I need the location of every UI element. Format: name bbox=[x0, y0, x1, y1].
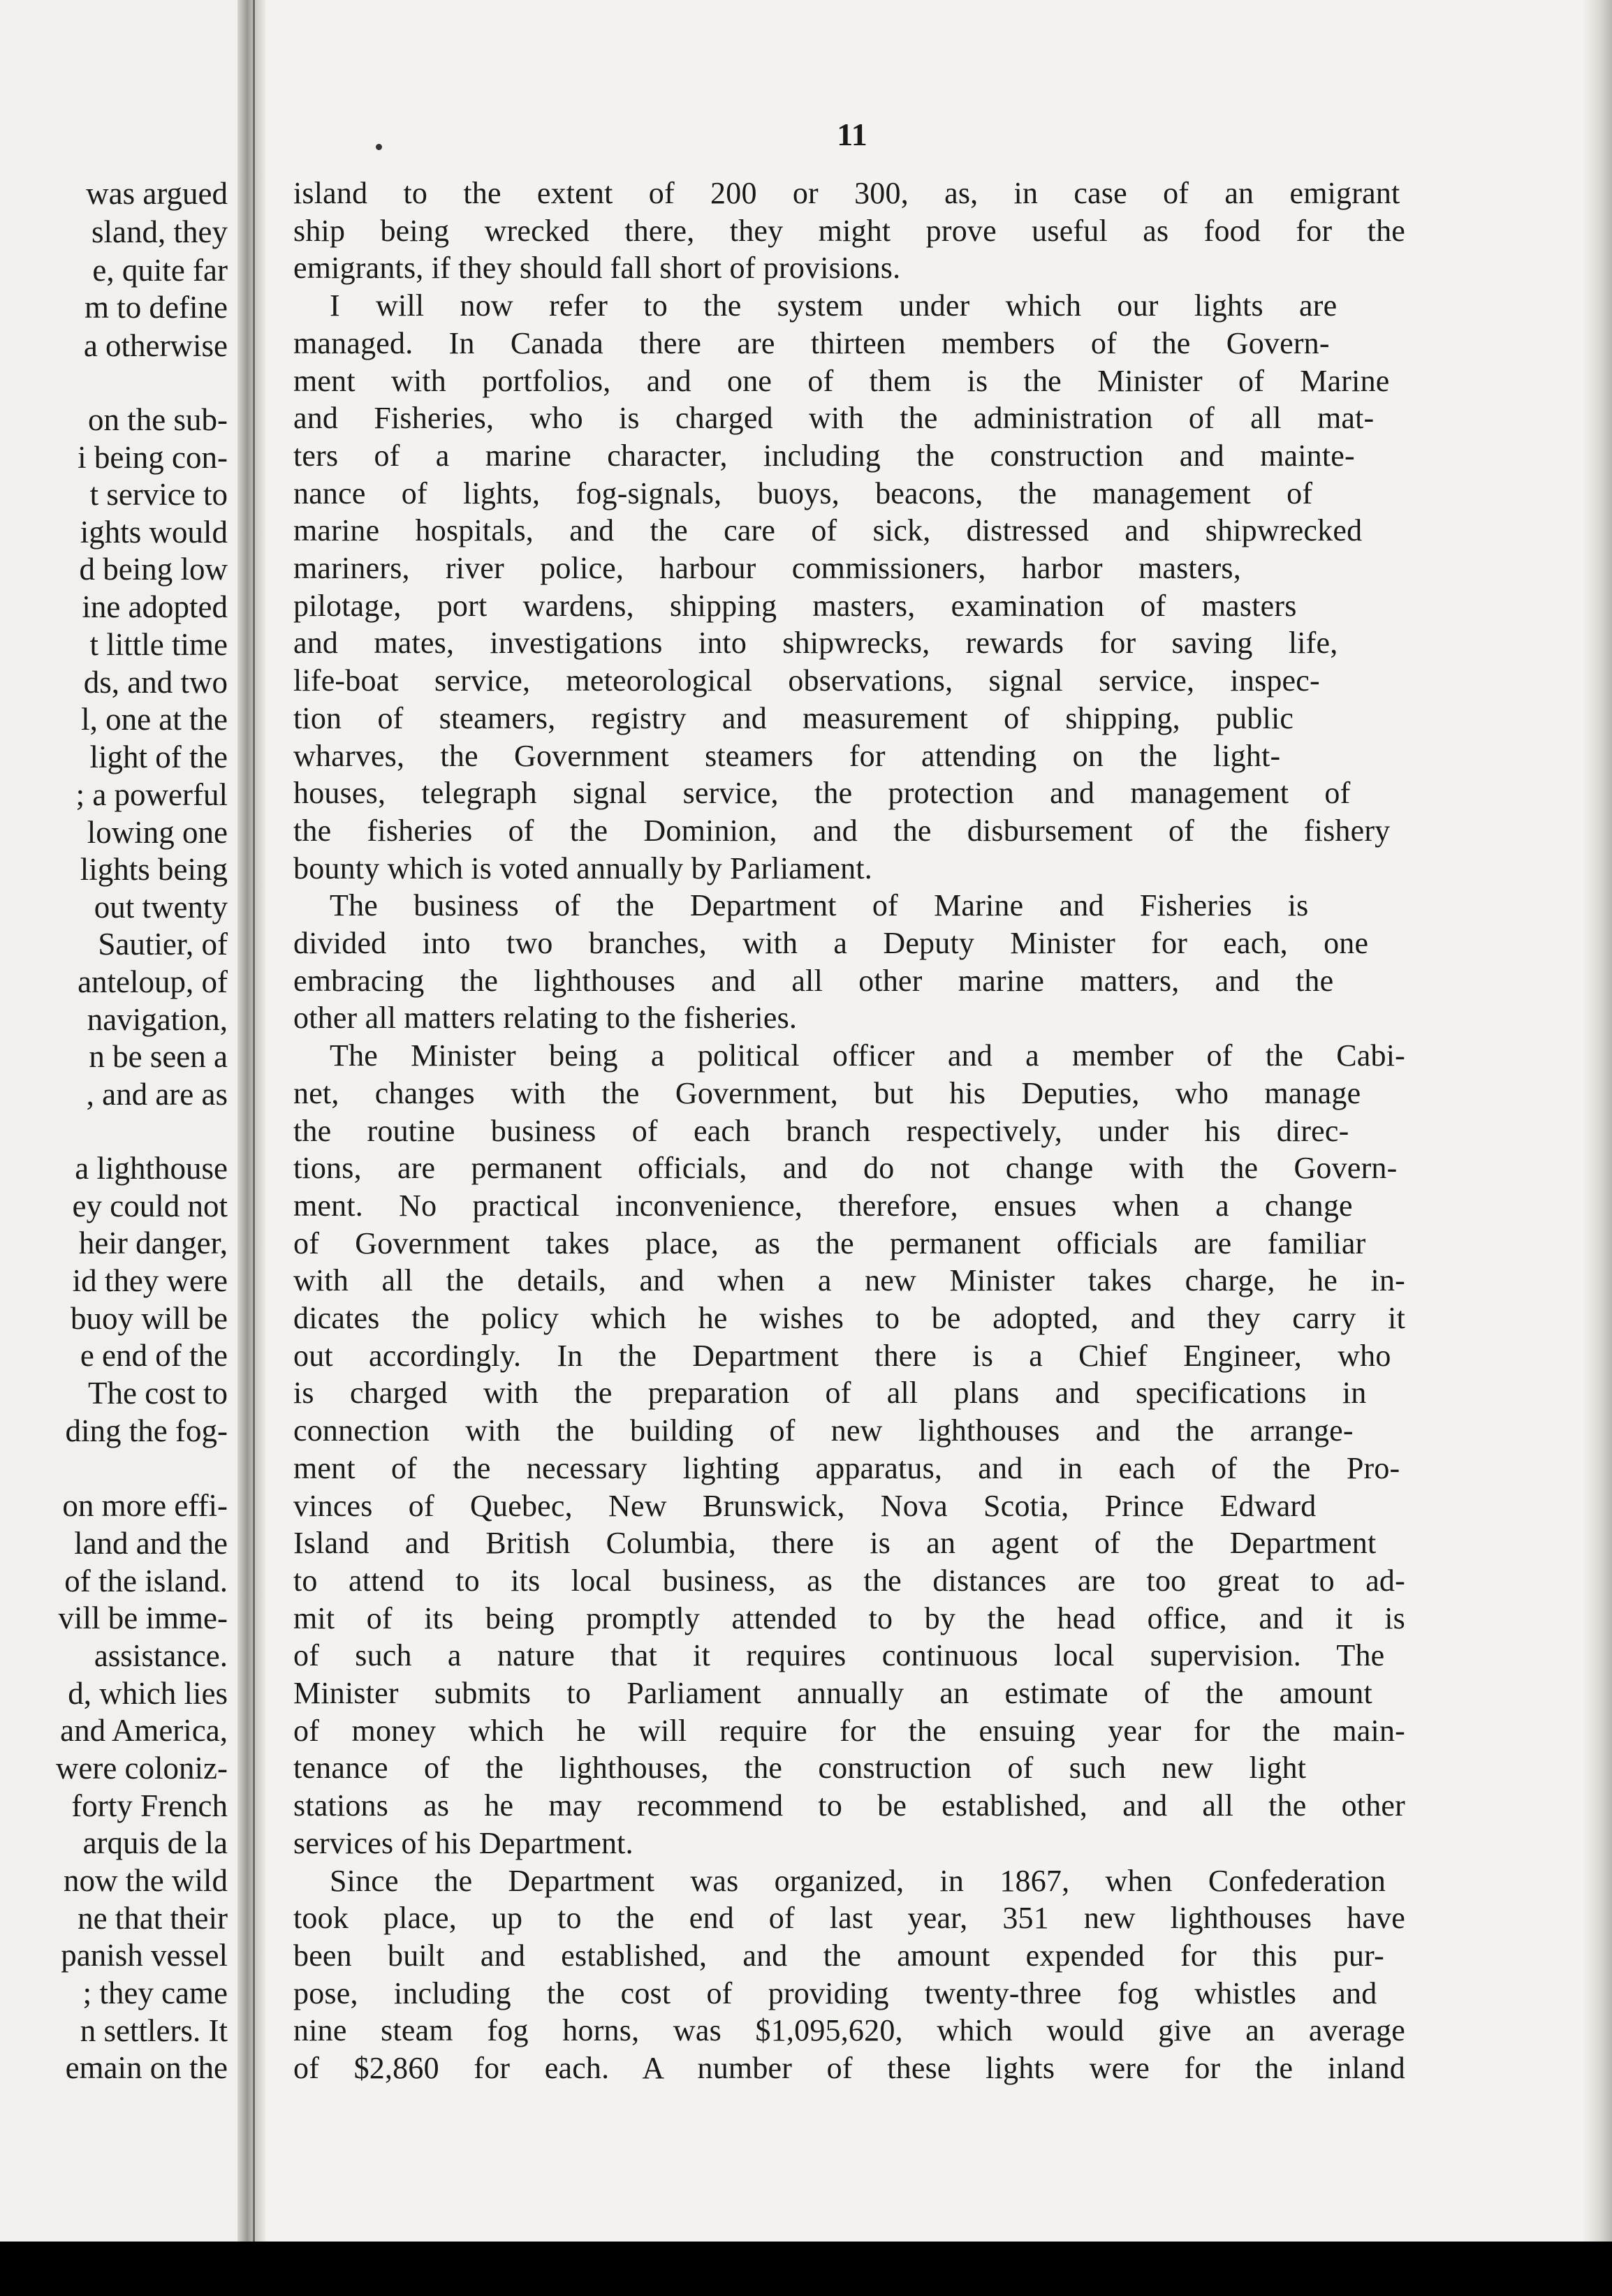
body-line: bounty which is voted annually by Parliament. bbox=[293, 851, 872, 885]
left-page-line: n be seen a bbox=[89, 1039, 228, 1074]
body-line: embracing the lighthouses and all other marine matters, and the bbox=[293, 963, 1334, 998]
left-page-line: navigation, bbox=[87, 1002, 228, 1037]
left-page-line: n settlers. It bbox=[80, 2013, 228, 2048]
left-page-line: vill be imme- bbox=[58, 1600, 228, 1635]
body-line: the routine business of each branch respectively, under his direc- bbox=[293, 1113, 1349, 1148]
left-page-line: sland, they bbox=[91, 214, 228, 249]
body-line: divided into two branches, with a Deputy Minister for each, one bbox=[293, 926, 1369, 960]
body-line: tions, are permanent officials, and do not change with the Govern- bbox=[293, 1151, 1398, 1186]
body-line: of such a nature that it requires continuous local supervision. The bbox=[293, 1638, 1385, 1673]
left-page-line: i being con- bbox=[78, 440, 228, 475]
left-page-line: and America, bbox=[60, 1713, 228, 1748]
left-page-line: on the sub- bbox=[88, 402, 228, 437]
body-line: connection with the building of new lighthouses and the arrange- bbox=[293, 1413, 1354, 1448]
body-line: The business of the Department of Marine and Fisheries is bbox=[330, 888, 1309, 923]
left-page-line: arquis de la bbox=[82, 1825, 228, 1860]
body-line: tenance of the lighthouses, the construction of such new light bbox=[293, 1751, 1307, 1786]
body-line: pilotage, port wardens, shipping masters, examination of masters bbox=[293, 588, 1297, 623]
body-line: marine hospitals, and the care of sick, distressed and shipwrecked bbox=[293, 513, 1363, 548]
left-page-line: The cost to bbox=[88, 1376, 228, 1411]
body-line: mariners, river police, harbour commissioners, harbor masters, bbox=[293, 551, 1241, 585]
body-line: of Government takes place, as the permanent officials are familiar bbox=[293, 1226, 1366, 1260]
body-line: I will now refer to the system under which our lights are bbox=[330, 288, 1338, 323]
body-line: mit of its being promptly attended to by the head office, and it is bbox=[293, 1600, 1405, 1635]
body-line: ment. No practical inconvenience, therefore, ensues when a change bbox=[293, 1188, 1353, 1223]
left-page-line: emain on the bbox=[65, 2050, 228, 2085]
left-page-line: anteloup, of bbox=[78, 964, 228, 999]
left-page-line: ne that their bbox=[78, 1901, 228, 1936]
left-page-line: lowing one bbox=[87, 815, 228, 850]
body-line: out accordingly. In the Department there is a Chief Engineer, who bbox=[293, 1338, 1391, 1373]
body-line: tion of steamers, registry and measurement of shipping, public bbox=[293, 700, 1294, 735]
body-line: managed. In Canada there are thirteen members of the Govern- bbox=[293, 325, 1330, 360]
body-line: services of his Department. bbox=[293, 1825, 633, 1860]
body-line: vinces of Quebec, New Brunswick, Nova Scotia, Prince Edward bbox=[293, 1488, 1317, 1523]
body-line: is charged with the preparation of all plans and specifications in bbox=[293, 1376, 1367, 1411]
left-page-line: was argued bbox=[86, 176, 228, 211]
left-page-line: were coloniz- bbox=[55, 1751, 228, 1786]
left-page-line: d, which lies bbox=[68, 1676, 228, 1711]
body-line: of money which he will require for the ensuing year for the main- bbox=[293, 1713, 1405, 1748]
body-line: Since the Department was organized, in 1867, when Confederation bbox=[330, 1863, 1386, 1898]
body-line: took place, up to the end of last year, 351 new lighthouses have bbox=[293, 1901, 1405, 1936]
left-page-line: panish vessel bbox=[61, 1938, 228, 1973]
body-line: stations as he may recommend to be established, and all the other bbox=[293, 1788, 1405, 1823]
left-page-line: land and the bbox=[74, 1526, 228, 1561]
body-line: The Minister being a political officer and a member of the Cabi- bbox=[330, 1038, 1405, 1073]
left-page-line: ds, and two bbox=[83, 665, 228, 700]
body-line: ment of the necessary lighting apparatus, and in each of the Pro- bbox=[293, 1450, 1400, 1485]
body-line: with all the details, and when a new Minister takes charge, he in- bbox=[293, 1263, 1405, 1298]
left-page-line: light of the bbox=[89, 739, 228, 774]
body-line: wharves, the Government steamers for attending on the light- bbox=[293, 738, 1281, 773]
body-line: emigrants, if they should fall short of provisions. bbox=[293, 251, 901, 286]
left-page-line: forty French bbox=[71, 1788, 228, 1823]
left-page-line: on more effi- bbox=[62, 1488, 228, 1523]
left-page-line: l, one at the bbox=[81, 702, 228, 737]
body-line: nine steam fog horns, was $1,095,620, which would give an average bbox=[293, 2013, 1405, 2048]
body-line: ters of a marine character, including the construction and mainte- bbox=[293, 438, 1355, 473]
left-page-line: ine adopted bbox=[82, 589, 228, 624]
left-page-line: a lighthouse bbox=[75, 1151, 228, 1186]
left-page-line: t service to bbox=[89, 477, 228, 512]
left-page-line: assistance. bbox=[94, 1638, 228, 1673]
left-page-line: ding the fog- bbox=[65, 1413, 228, 1448]
body-line: other all matters relating to the fisheries. bbox=[293, 1001, 798, 1036]
left-page-line: e, quite far bbox=[92, 253, 228, 288]
body-line: Island and British Columbia, there is an agent of the Department bbox=[293, 1526, 1377, 1561]
body-line: ment with portfolios, and one of them is the Minister of Marine bbox=[293, 363, 1390, 398]
page-number: 11 bbox=[837, 117, 867, 152]
left-page-line: of the island. bbox=[64, 1563, 228, 1598]
body-line: island to the extent of 200 or 300, as, in case of an emigrant bbox=[293, 176, 1400, 210]
left-page-line: a otherwise bbox=[83, 328, 228, 363]
left-page-line: out twenty bbox=[94, 890, 228, 925]
left-page-line: t little time bbox=[89, 627, 228, 662]
left-page-line: id they were bbox=[72, 1263, 228, 1298]
left-page-line: buoy will be bbox=[71, 1301, 228, 1336]
left-page-line: , and are as bbox=[86, 1077, 228, 1112]
left-page-line: ; they came bbox=[82, 1975, 228, 2010]
left-page-line: now the wild bbox=[64, 1863, 228, 1898]
body-line: nance of lights, fog-signals, buoys, beacons, the management of bbox=[293, 476, 1313, 510]
left-page-line: ; a powerful bbox=[75, 777, 228, 812]
left-page-line: d being low bbox=[79, 552, 228, 587]
left-page-line: e end of the bbox=[80, 1338, 228, 1373]
left-page-line: ights would bbox=[80, 515, 228, 550]
left-page-line: Sautier, of bbox=[98, 927, 228, 962]
body-line: ship being wrecked there, they might prove useful as food for the bbox=[293, 213, 1405, 248]
left-page-line: ey could not bbox=[72, 1189, 228, 1223]
body-line: and mates, investigations into shipwrecks, rewards for saving life, bbox=[293, 626, 1338, 661]
body-line: been built and established, and the amount expended for this pur- bbox=[293, 1938, 1384, 1973]
body-line: and Fisheries, who is charged with the administration of all mat- bbox=[293, 401, 1375, 436]
body-line: net, changes with the Government, but his Deputies, who manage bbox=[293, 1075, 1361, 1110]
left-page-line: m to define bbox=[85, 290, 228, 325]
left-page-line: heir danger, bbox=[78, 1226, 228, 1260]
body-line: to attend to its local business, as the distances are too great to ad- bbox=[293, 1563, 1405, 1598]
body-line: the fisheries of the Dominion, and the disbursement of the fishery bbox=[293, 813, 1391, 848]
body-line: of $2,860 for each. A number of these lights were for the inland bbox=[293, 2051, 1405, 2085]
left-page-line: lights being bbox=[80, 852, 228, 887]
body-line: Minister submits to Parliament annually an estimate of the amount bbox=[293, 1676, 1372, 1710]
body-line: pose, including the cost of providing twenty-three fog whistles and bbox=[293, 1975, 1377, 2010]
body-line: dicates the policy which he wishes to be adopted, and they carry it bbox=[293, 1301, 1405, 1335]
body-line: houses, telegraph signal service, the protection and management of bbox=[293, 776, 1351, 811]
body-line: life-boat service, meteorological observations, signal service, inspec- bbox=[293, 663, 1320, 698]
